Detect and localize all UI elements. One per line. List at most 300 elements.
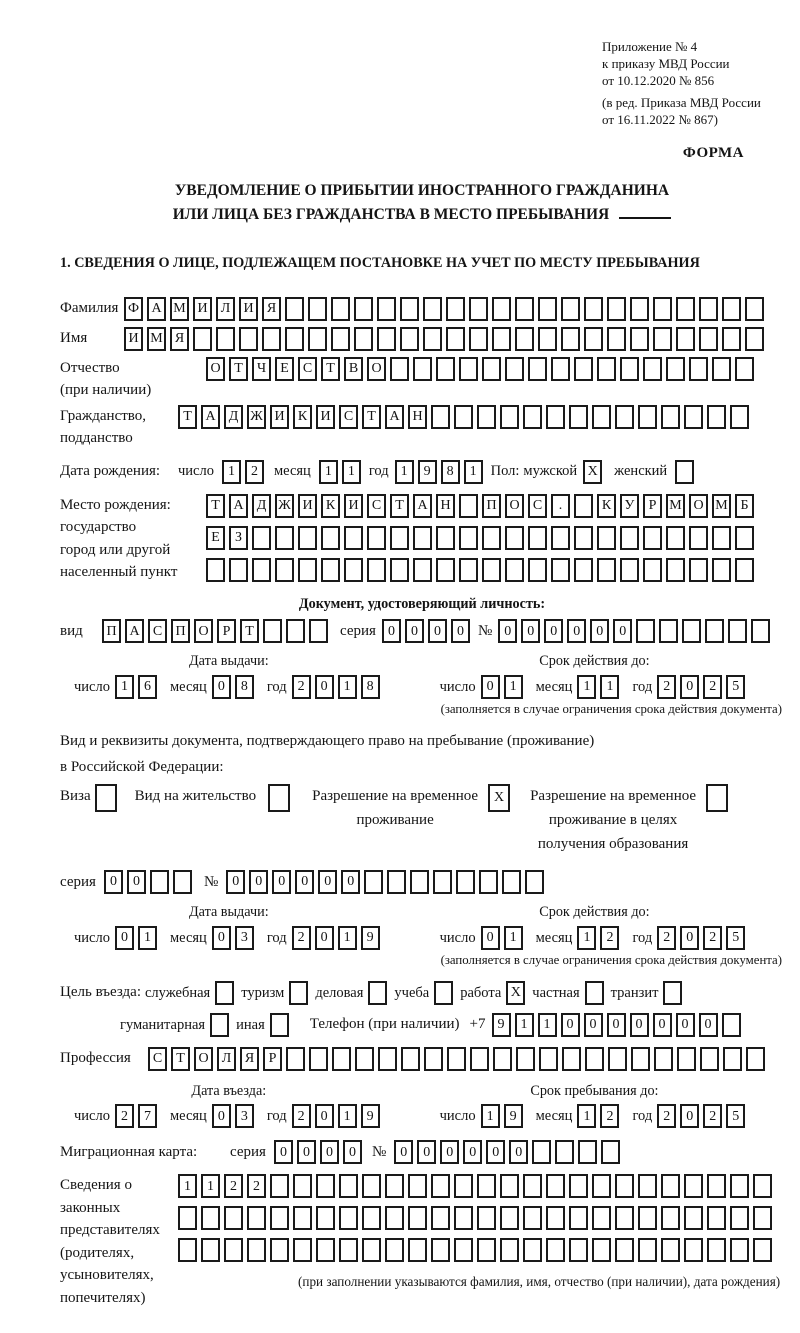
char-cell[interactable]: 2 <box>657 926 676 950</box>
char-cell[interactable] <box>505 526 524 550</box>
char-cell[interactable] <box>730 1238 749 1262</box>
char-cell[interactable]: 0 <box>405 619 424 643</box>
char-cell[interactable]: 0 <box>315 926 334 950</box>
char-cell[interactable]: 0 <box>613 619 632 643</box>
char-cell[interactable]: С <box>528 494 547 518</box>
char-cell[interactable]: 0 <box>104 870 123 894</box>
char-cell[interactable] <box>735 558 754 582</box>
char-cell[interactable] <box>607 327 626 351</box>
char-cell[interactable]: Л <box>217 1047 236 1071</box>
char-cell[interactable]: X <box>583 460 602 484</box>
char-cell[interactable]: Т <box>362 405 381 429</box>
char-cell[interactable]: 2 <box>292 675 311 699</box>
char-cell[interactable] <box>252 558 271 582</box>
char-cell[interactable]: 2 <box>703 1104 722 1128</box>
char-cell[interactable] <box>528 558 547 582</box>
char-cell[interactable] <box>482 558 501 582</box>
char-cell[interactable]: 0 <box>295 870 314 894</box>
char-cell[interactable] <box>431 1174 450 1198</box>
char-cell[interactable] <box>454 1238 473 1262</box>
char-cell[interactable] <box>367 526 386 550</box>
char-cell[interactable]: 2 <box>600 1104 619 1128</box>
char-cell[interactable]: 5 <box>726 675 745 699</box>
char-cell[interactable]: Н <box>408 405 427 429</box>
char-cell[interactable] <box>201 1206 220 1230</box>
char-cell[interactable] <box>689 357 708 381</box>
char-cell[interactable] <box>592 1174 611 1198</box>
char-cell[interactable] <box>364 870 383 894</box>
char-cell[interactable]: 9 <box>361 1104 380 1128</box>
char-cell[interactable] <box>728 619 747 643</box>
char-cell[interactable]: 1 <box>515 1013 534 1037</box>
char-cell[interactable]: 0 <box>440 1140 459 1164</box>
char-cell[interactable] <box>661 405 680 429</box>
char-cell[interactable] <box>431 405 450 429</box>
char-cell[interactable] <box>574 494 593 518</box>
char-cell[interactable]: 0 <box>115 926 134 950</box>
char-cell[interactable] <box>546 1174 565 1198</box>
char-cell[interactable] <box>436 357 455 381</box>
char-cell[interactable]: 1 <box>481 1104 500 1128</box>
char-cell[interactable]: И <box>270 405 289 429</box>
char-cell[interactable]: Л <box>216 297 235 321</box>
char-cell[interactable]: 0 <box>680 675 699 699</box>
char-cell[interactable] <box>362 1238 381 1262</box>
char-cell[interactable] <box>431 1238 450 1262</box>
char-cell[interactable]: Т <box>321 357 340 381</box>
char-cell[interactable] <box>367 558 386 582</box>
char-cell[interactable] <box>615 1206 634 1230</box>
char-cell[interactable] <box>321 558 340 582</box>
char-cell[interactable] <box>753 1174 772 1198</box>
char-cell[interactable] <box>316 1206 335 1230</box>
char-cell[interactable]: 0 <box>607 1013 626 1037</box>
char-cell[interactable]: А <box>125 619 144 643</box>
char-cell[interactable]: 1 <box>338 926 357 950</box>
char-cell[interactable]: Ч <box>252 357 271 381</box>
char-cell[interactable] <box>247 1238 266 1262</box>
char-cell[interactable] <box>339 1174 358 1198</box>
char-cell[interactable] <box>528 357 547 381</box>
char-cell[interactable]: 1 <box>395 460 414 484</box>
char-cell[interactable] <box>400 297 419 321</box>
char-cell[interactable] <box>385 1206 404 1230</box>
purpose-checkbox[interactable] <box>434 981 453 1005</box>
char-cell[interactable] <box>423 327 442 351</box>
char-cell[interactable] <box>390 526 409 550</box>
char-cell[interactable] <box>470 1047 489 1071</box>
char-cell[interactable] <box>477 1206 496 1230</box>
char-cell[interactable] <box>659 619 678 643</box>
char-cell[interactable]: Е <box>206 526 225 550</box>
char-cell[interactable] <box>454 1174 473 1198</box>
char-cell[interactable] <box>270 1174 289 1198</box>
char-cell[interactable] <box>331 297 350 321</box>
char-cell[interactable] <box>459 526 478 550</box>
char-cell[interactable] <box>592 1238 611 1262</box>
char-cell[interactable] <box>689 558 708 582</box>
char-cell[interactable]: 0 <box>226 870 245 894</box>
char-cell[interactable]: 1 <box>577 1104 596 1128</box>
char-cell[interactable] <box>555 1140 574 1164</box>
char-cell[interactable] <box>479 870 498 894</box>
char-cell[interactable] <box>332 1047 351 1071</box>
char-cell[interactable] <box>431 1206 450 1230</box>
char-cell[interactable] <box>344 558 363 582</box>
char-cell[interactable]: Ф <box>124 297 143 321</box>
char-cell[interactable] <box>569 1238 588 1262</box>
char-cell[interactable]: С <box>148 619 167 643</box>
char-cell[interactable] <box>631 1047 650 1071</box>
char-cell[interactable] <box>684 1174 703 1198</box>
char-cell[interactable] <box>666 558 685 582</box>
char-cell[interactable] <box>387 870 406 894</box>
char-cell[interactable] <box>224 1238 243 1262</box>
char-cell[interactable] <box>433 870 452 894</box>
char-cell[interactable] <box>684 1238 703 1262</box>
char-cell[interactable] <box>730 405 749 429</box>
char-cell[interactable]: 1 <box>178 1174 197 1198</box>
char-cell[interactable] <box>661 1206 680 1230</box>
char-cell[interactable] <box>699 297 718 321</box>
char-cell[interactable]: К <box>597 494 616 518</box>
char-cell[interactable] <box>286 1047 305 1071</box>
char-cell[interactable]: 6 <box>138 675 157 699</box>
char-cell[interactable] <box>699 327 718 351</box>
char-cell[interactable]: 0 <box>680 1104 699 1128</box>
char-cell[interactable] <box>293 1174 312 1198</box>
char-cell[interactable] <box>638 405 657 429</box>
char-cell[interactable]: К <box>293 405 312 429</box>
char-cell[interactable]: И <box>316 405 335 429</box>
char-cell[interactable] <box>620 558 639 582</box>
char-cell[interactable] <box>574 357 593 381</box>
char-cell[interactable]: 0 <box>249 870 268 894</box>
char-cell[interactable] <box>730 1206 749 1230</box>
char-cell[interactable]: 2 <box>292 1104 311 1128</box>
purpose-checkbox[interactable] <box>289 981 308 1005</box>
char-cell[interactable]: 2 <box>703 926 722 950</box>
char-cell[interactable] <box>592 1206 611 1230</box>
char-cell[interactable]: Ж <box>275 494 294 518</box>
char-cell[interactable] <box>454 1206 473 1230</box>
char-cell[interactable] <box>423 297 442 321</box>
char-cell[interactable] <box>413 526 432 550</box>
purpose-checkbox[interactable] <box>585 981 604 1005</box>
char-cell[interactable]: 2 <box>703 675 722 699</box>
char-cell[interactable] <box>700 1047 719 1071</box>
char-cell[interactable]: Т <box>206 494 225 518</box>
char-cell[interactable] <box>377 297 396 321</box>
char-cell[interactable] <box>505 558 524 582</box>
char-cell[interactable]: 0 <box>212 926 231 950</box>
char-cell[interactable]: 1 <box>338 675 357 699</box>
char-cell[interactable] <box>459 494 478 518</box>
char-cell[interactable] <box>316 1238 335 1262</box>
char-cell[interactable]: 5 <box>726 1104 745 1128</box>
char-cell[interactable]: 0 <box>451 619 470 643</box>
purpose-checkbox[interactable] <box>210 1013 229 1037</box>
char-cell[interactable] <box>569 1206 588 1230</box>
char-cell[interactable] <box>615 1238 634 1262</box>
char-cell[interactable]: 0 <box>521 619 540 643</box>
char-cell[interactable] <box>676 327 695 351</box>
char-cell[interactable] <box>459 357 478 381</box>
char-cell[interactable]: О <box>689 494 708 518</box>
char-cell[interactable]: И <box>124 327 143 351</box>
char-cell[interactable] <box>285 327 304 351</box>
char-cell[interactable] <box>293 1206 312 1230</box>
char-cell[interactable] <box>597 526 616 550</box>
char-cell[interactable] <box>574 526 593 550</box>
char-cell[interactable] <box>722 327 741 351</box>
char-cell[interactable] <box>684 405 703 429</box>
char-cell[interactable]: Р <box>217 619 236 643</box>
char-cell[interactable] <box>408 1206 427 1230</box>
char-cell[interactable]: 0 <box>544 619 563 643</box>
char-cell[interactable]: 0 <box>676 1013 695 1037</box>
char-cell[interactable]: 1 <box>464 460 483 484</box>
char-cell[interactable]: 0 <box>272 870 291 894</box>
char-cell[interactable]: 1 <box>600 675 619 699</box>
char-cell[interactable] <box>454 405 473 429</box>
char-cell[interactable] <box>436 558 455 582</box>
char-cell[interactable]: 0 <box>382 619 401 643</box>
char-cell[interactable] <box>270 1206 289 1230</box>
char-cell[interactable] <box>677 1047 696 1071</box>
char-cell[interactable]: П <box>102 619 121 643</box>
char-cell[interactable] <box>562 1047 581 1071</box>
char-cell[interactable] <box>308 327 327 351</box>
char-cell[interactable]: Б <box>735 494 754 518</box>
char-cell[interactable] <box>638 1238 657 1262</box>
char-cell[interactable] <box>722 1013 741 1037</box>
char-cell[interactable] <box>275 558 294 582</box>
char-cell[interactable] <box>477 1174 496 1198</box>
char-cell[interactable]: Я <box>262 297 281 321</box>
char-cell[interactable] <box>735 357 754 381</box>
char-cell[interactable]: 0 <box>212 675 231 699</box>
char-cell[interactable] <box>500 405 519 429</box>
char-cell[interactable]: 2 <box>115 1104 134 1128</box>
char-cell[interactable] <box>385 1174 404 1198</box>
char-cell[interactable]: Е <box>275 357 294 381</box>
char-cell[interactable] <box>354 297 373 321</box>
char-cell[interactable] <box>308 297 327 321</box>
char-cell[interactable]: 3 <box>235 926 254 950</box>
char-cell[interactable] <box>661 1238 680 1262</box>
char-cell[interactable]: 0 <box>463 1140 482 1164</box>
char-cell[interactable] <box>216 327 235 351</box>
char-cell[interactable] <box>492 297 511 321</box>
char-cell[interactable] <box>298 526 317 550</box>
char-cell[interactable]: 1 <box>115 675 134 699</box>
char-cell[interactable] <box>636 619 655 643</box>
char-cell[interactable]: С <box>148 1047 167 1071</box>
char-cell[interactable] <box>753 1206 772 1230</box>
char-cell[interactable]: 2 <box>292 926 311 950</box>
char-cell[interactable] <box>538 327 557 351</box>
char-cell[interactable]: 8 <box>441 460 460 484</box>
char-cell[interactable]: 3 <box>235 1104 254 1128</box>
char-cell[interactable] <box>459 558 478 582</box>
char-cell[interactable]: 0 <box>394 1140 413 1164</box>
char-cell[interactable] <box>608 1047 627 1071</box>
char-cell[interactable] <box>436 526 455 550</box>
char-cell[interactable] <box>339 1206 358 1230</box>
char-cell[interactable]: 9 <box>418 460 437 484</box>
char-cell[interactable] <box>569 405 588 429</box>
char-cell[interactable]: И <box>298 494 317 518</box>
char-cell[interactable]: 9 <box>361 926 380 950</box>
char-cell[interactable]: Р <box>643 494 662 518</box>
char-cell[interactable]: О <box>194 619 213 643</box>
char-cell[interactable] <box>546 1206 565 1230</box>
char-cell[interactable] <box>592 405 611 429</box>
char-cell[interactable]: 0 <box>481 675 500 699</box>
char-cell[interactable] <box>532 1140 551 1164</box>
char-cell[interactable] <box>722 297 741 321</box>
char-cell[interactable] <box>546 405 565 429</box>
char-cell[interactable]: И <box>239 297 258 321</box>
char-cell[interactable]: Н <box>436 494 455 518</box>
char-cell[interactable] <box>597 357 616 381</box>
char-cell[interactable] <box>705 619 724 643</box>
char-cell[interactable] <box>493 1047 512 1071</box>
char-cell[interactable] <box>331 327 350 351</box>
char-cell[interactable] <box>730 1174 749 1198</box>
char-cell[interactable] <box>551 357 570 381</box>
char-cell[interactable] <box>706 784 728 812</box>
char-cell[interactable] <box>523 405 542 429</box>
char-cell[interactable] <box>469 297 488 321</box>
char-cell[interactable] <box>344 526 363 550</box>
char-cell[interactable] <box>354 327 373 351</box>
char-cell[interactable] <box>745 297 764 321</box>
char-cell[interactable] <box>561 327 580 351</box>
char-cell[interactable]: 1 <box>504 675 523 699</box>
char-cell[interactable]: X <box>488 784 510 812</box>
char-cell[interactable] <box>707 1174 726 1198</box>
char-cell[interactable]: 1 <box>538 1013 557 1037</box>
char-cell[interactable] <box>270 1238 289 1262</box>
char-cell[interactable] <box>707 1238 726 1262</box>
char-cell[interactable]: 0 <box>315 675 334 699</box>
char-cell[interactable] <box>400 327 419 351</box>
char-cell[interactable]: О <box>194 1047 213 1071</box>
char-cell[interactable] <box>285 297 304 321</box>
char-cell[interactable] <box>615 1174 634 1198</box>
char-cell[interactable]: 0 <box>498 619 517 643</box>
char-cell[interactable] <box>620 357 639 381</box>
char-cell[interactable]: А <box>229 494 248 518</box>
char-cell[interactable] <box>528 526 547 550</box>
char-cell[interactable] <box>378 1047 397 1071</box>
char-cell[interactable]: 0 <box>318 870 337 894</box>
char-cell[interactable]: М <box>712 494 731 518</box>
char-cell[interactable] <box>661 1174 680 1198</box>
char-cell[interactable]: А <box>147 297 166 321</box>
char-cell[interactable] <box>638 1174 657 1198</box>
char-cell[interactable]: М <box>666 494 685 518</box>
char-cell[interactable] <box>654 1047 673 1071</box>
char-cell[interactable]: О <box>206 357 225 381</box>
char-cell[interactable] <box>456 870 475 894</box>
char-cell[interactable]: 0 <box>417 1140 436 1164</box>
char-cell[interactable] <box>321 526 340 550</box>
char-cell[interactable] <box>638 1206 657 1230</box>
char-cell[interactable] <box>653 327 672 351</box>
char-cell[interactable] <box>546 1238 565 1262</box>
char-cell[interactable] <box>410 870 429 894</box>
char-cell[interactable]: А <box>201 405 220 429</box>
char-cell[interactable]: Я <box>170 327 189 351</box>
char-cell[interactable]: 0 <box>343 1140 362 1164</box>
char-cell[interactable] <box>413 357 432 381</box>
char-cell[interactable]: Р <box>263 1047 282 1071</box>
char-cell[interactable]: Т <box>390 494 409 518</box>
char-cell[interactable] <box>516 1047 535 1071</box>
char-cell[interactable]: 1 <box>504 926 523 950</box>
char-cell[interactable] <box>252 526 271 550</box>
char-cell[interactable]: 0 <box>297 1140 316 1164</box>
char-cell[interactable]: 0 <box>567 619 586 643</box>
char-cell[interactable] <box>408 1238 427 1262</box>
char-cell[interactable]: 1 <box>222 460 241 484</box>
char-cell[interactable] <box>492 327 511 351</box>
char-cell[interactable] <box>275 526 294 550</box>
char-cell[interactable] <box>584 327 603 351</box>
char-cell[interactable] <box>362 1174 381 1198</box>
char-cell[interactable]: Ж <box>247 405 266 429</box>
char-cell[interactable] <box>173 870 192 894</box>
char-cell[interactable] <box>753 1238 772 1262</box>
char-cell[interactable] <box>523 1174 542 1198</box>
char-cell[interactable]: 1 <box>342 460 361 484</box>
char-cell[interactable]: 0 <box>481 926 500 950</box>
char-cell[interactable] <box>309 619 328 643</box>
char-cell[interactable]: К <box>321 494 340 518</box>
char-cell[interactable]: П <box>171 619 190 643</box>
char-cell[interactable] <box>561 297 580 321</box>
char-cell[interactable]: С <box>367 494 386 518</box>
char-cell[interactable] <box>469 327 488 351</box>
char-cell[interactable] <box>482 357 501 381</box>
char-cell[interactable] <box>377 327 396 351</box>
char-cell[interactable] <box>239 327 258 351</box>
char-cell[interactable] <box>723 1047 742 1071</box>
char-cell[interactable]: 2 <box>245 460 264 484</box>
char-cell[interactable] <box>643 526 662 550</box>
char-cell[interactable]: 0 <box>320 1140 339 1164</box>
char-cell[interactable]: 0 <box>699 1013 718 1037</box>
purpose-checkbox[interactable] <box>663 981 682 1005</box>
char-cell[interactable] <box>735 526 754 550</box>
char-cell[interactable] <box>293 1238 312 1262</box>
char-cell[interactable] <box>424 1047 443 1071</box>
char-cell[interactable] <box>712 357 731 381</box>
char-cell[interactable] <box>401 1047 420 1071</box>
char-cell[interactable]: 0 <box>274 1140 293 1164</box>
char-cell[interactable] <box>676 297 695 321</box>
char-cell[interactable] <box>643 558 662 582</box>
char-cell[interactable]: 5 <box>726 926 745 950</box>
char-cell[interactable]: В <box>344 357 363 381</box>
char-cell[interactable] <box>666 526 685 550</box>
char-cell[interactable]: Д <box>252 494 271 518</box>
char-cell[interactable] <box>224 1206 243 1230</box>
char-cell[interactable]: 7 <box>138 1104 157 1128</box>
